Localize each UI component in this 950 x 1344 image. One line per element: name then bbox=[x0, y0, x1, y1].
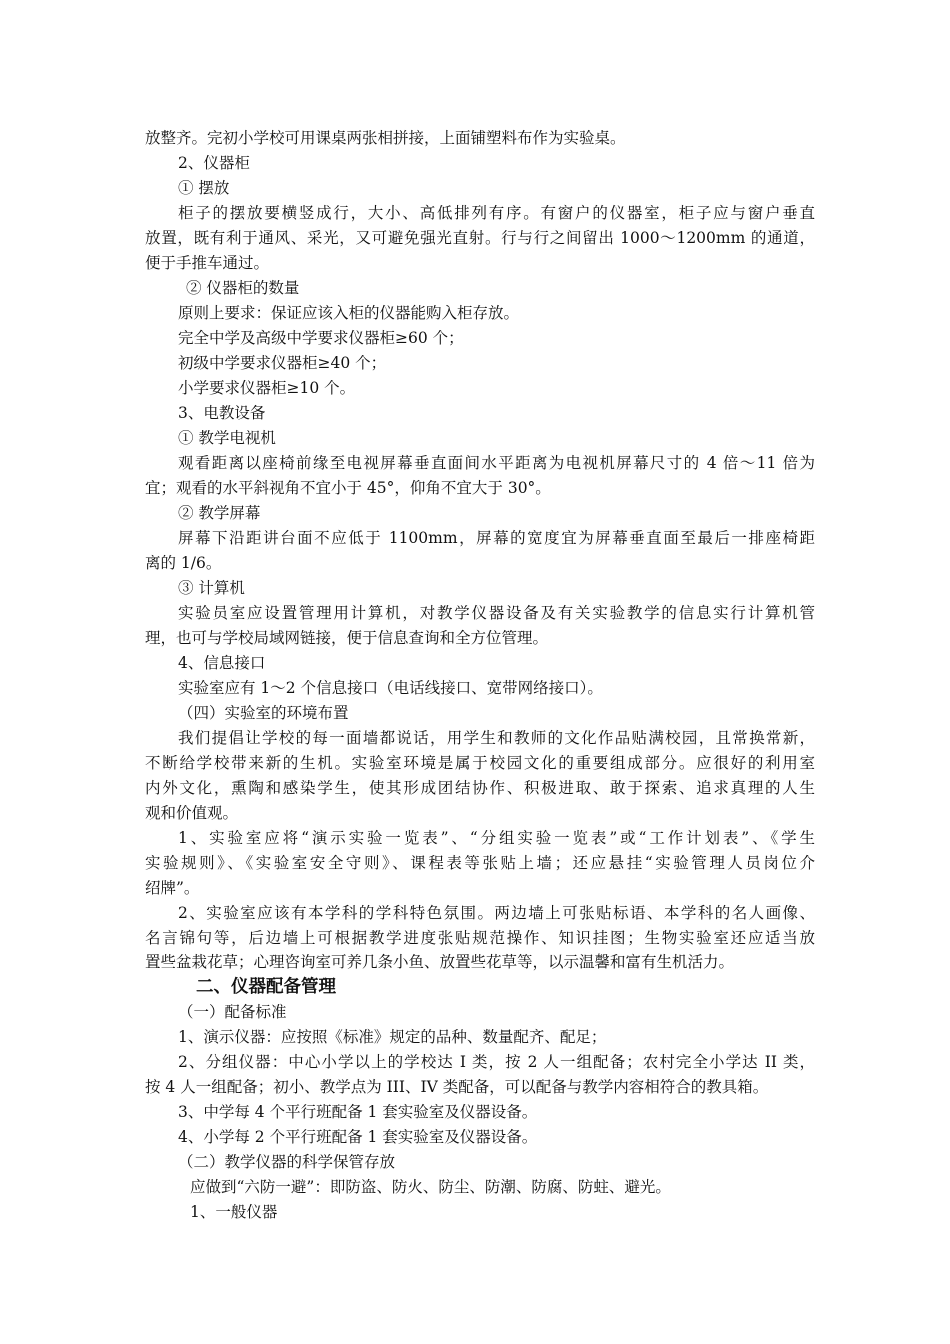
text-line: 应做到“六防一避”：即防盗、防火、防尘、防潮、防腐、防蛀、避光。 bbox=[190, 1178, 671, 1196]
text-line: 原则上要求：保证应该入柜的仪器能购入柜存放。 bbox=[178, 304, 520, 322]
text-line: 小学要求仪器柜≥10 个。 bbox=[178, 379, 356, 397]
text-line: 便于手推车通过。 bbox=[145, 254, 270, 272]
subsection-label: ③ 计算机 bbox=[178, 579, 245, 597]
text-line: 观和价值观。 bbox=[145, 804, 239, 822]
subsection-label: （一）配备标准 bbox=[178, 1003, 287, 1021]
text-line: 按 4 人一组配备；初小、教学点为 III、IV 类配备，可以配备与教学内容相符合的教具箱。 bbox=[145, 1078, 769, 1096]
text-line: 3、中学每 4 个平行班配备 1 套实验室及仪器设备。 bbox=[178, 1103, 538, 1121]
text-line: 初级中学要求仪器柜≥40 个； bbox=[178, 354, 387, 372]
section-label: （四）实验室的环境布置 bbox=[178, 704, 349, 722]
text-line: 我们提倡让学校的每一面墙都说话，用学生和教师的文化作品贴满校园，且常换常新， bbox=[178, 729, 815, 747]
text-line: 实验室应有 1～2 个信息接口（电话线接口、宽带网络接口）。 bbox=[178, 679, 603, 697]
text-line: 内外文化，熏陶和感染学生，使其形成团结协作、积极进取、敢于探索、追求真理的人生 bbox=[145, 779, 815, 797]
text-line: 实验规则》、《实验室安全守则》、课程表等张贴上墙；还应悬挂“实验管理人员岗位介 bbox=[145, 854, 815, 872]
text-line: 1、实验室应将“演示实验一览表”、“分组实验一览表”或“工作计划表”、《学生 bbox=[178, 829, 815, 847]
text-line: 绍牌”。 bbox=[145, 879, 200, 897]
text-line: 2、分组仪器：中心小学以上的学校达 I 类，按 2 人一组配备；农村完全小学达 II 类， bbox=[178, 1053, 815, 1071]
text-line: 名言锦句等，后边墙上可根据教学进度张贴规范操作、知识挂图；生物实验室还应适当放 bbox=[145, 929, 815, 947]
text-line: 柜子的摆放要横竖成行，大小、高低排列有序。有窗户的仪器室，柜子应与窗户垂直 bbox=[178, 204, 815, 222]
text-line: 2、实验室应该有本学科的学科特色氛围。两边墙上可张贴标语、本学科的名人画像、 bbox=[178, 904, 815, 922]
subsection-label: ② 教学屏幕 bbox=[178, 504, 261, 522]
text-line: 1、演示仪器：应按照《标准》规定的品种、数量配齐、配足； bbox=[178, 1028, 607, 1046]
section-label: 4、信息接口 bbox=[178, 654, 266, 672]
subsection-label: （二）教学仪器的科学保管存放 bbox=[178, 1153, 396, 1171]
text-line: 置些盆栽花草；心理咨询室可养几条小鱼、放置些花草等，以示温馨和富有生机活力。 bbox=[145, 953, 735, 971]
subsection-label: ① 教学电视机 bbox=[178, 429, 276, 447]
text-line: 完全中学及高级中学要求仪器柜≥60 个； bbox=[178, 329, 464, 347]
section-label: 1、一般仪器 bbox=[190, 1203, 278, 1221]
text-line: 4、小学每 2 个平行班配备 1 套实验室及仪器设备。 bbox=[178, 1128, 538, 1146]
subsection-label: ① 摆放 bbox=[178, 179, 230, 197]
text-line: 不断给学校带来新的生机。实验室环境是属于校园文化的重要组成部分。应很好的利用室 bbox=[145, 754, 815, 772]
section-heading: 二、仪器配备管理 bbox=[196, 977, 336, 997]
text-line: 理，也可与学校局域网链接，便于信息查询和全方位管理。 bbox=[145, 629, 549, 647]
subsection-label: ② 仪器柜的数量 bbox=[186, 279, 300, 297]
text-line: 离的 1/6。 bbox=[145, 554, 222, 572]
section-label: 3、电教设备 bbox=[178, 404, 266, 422]
text-line: 实验员室应设置管理用计算机，对教学仪器设备及有关实验教学的信息实行计算机管 bbox=[178, 604, 815, 622]
section-label: 2、仪器柜 bbox=[178, 154, 250, 172]
text-line: 屏幕下沿距讲台面不应低于 1100mm，屏幕的宽度宜为屏幕垂直面至最后一排座椅距 bbox=[178, 529, 815, 547]
text-line: 放置，既有利于通风、采光，又可避免强光直射。行与行之间留出 1000～1200mm 的通道， bbox=[145, 229, 815, 247]
text-line: 宜；观看的水平斜视角不宜小于 45°，仰角不宜大于 30°。 bbox=[145, 479, 551, 497]
text-line: 观看距离以座椅前缘至电视屏幕垂直面间水平距离为电视机屏幕尺寸的 4 倍～11 倍为 bbox=[178, 454, 815, 472]
text-line: 放整齐。完初小学校可用课桌两张相拼接，上面铺塑料布作为实验桌。 bbox=[145, 129, 626, 147]
